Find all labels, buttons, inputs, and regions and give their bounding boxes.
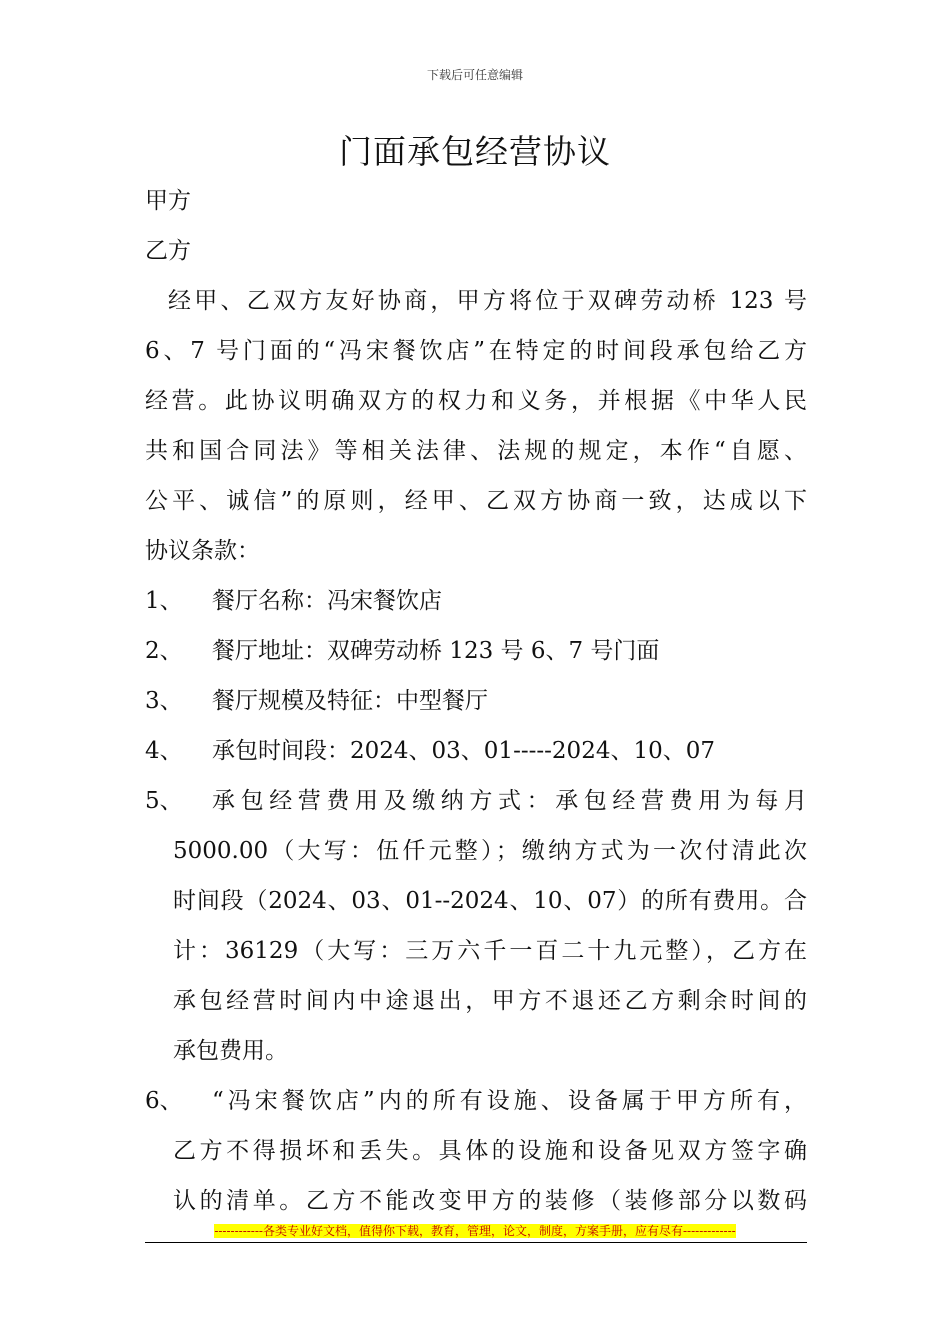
- intro-line: 6、7 号门面的“冯宋餐饮店”在特定的时间段承包给乙方: [145, 338, 807, 364]
- clause-text: 承包经营时间内中途退出，甲方不退还乙方剩余时间的: [173, 988, 807, 1014]
- intro-line: 经营。此协议明确双方的权力和义务，并根据《中华人民: [145, 388, 807, 414]
- clause-item: [145, 776, 807, 1076]
- clause-list: [145, 576, 807, 1226]
- intro-line: 协议条款：: [145, 538, 260, 564]
- clause-text: 餐厅规模及特征：中型餐厅: [212, 688, 488, 714]
- page-footer-note: [0, 1222, 950, 1239]
- page-header-note: 下载后可任意编辑: [426, 68, 523, 82]
- party-a-label: 甲方: [145, 188, 191, 214]
- clause-number: 5、: [145, 788, 183, 814]
- clause-text: 餐厅名称：冯宋餐饮店: [212, 588, 442, 614]
- clause-text: 计：36129（大写：三万六千一百二十九元整），乙方在: [173, 938, 807, 964]
- document-body: [145, 176, 807, 1226]
- clause-item: [145, 626, 807, 676]
- clause-text: 乙方不得损坏和丢失。具体的设施和设备见双方签字确: [173, 1138, 807, 1164]
- intro-line: 公平、诚信”的原则，经甲、乙双方协商一致，达成以下: [145, 488, 807, 514]
- clause-number: 4、: [145, 738, 183, 764]
- intro-paragraph: [145, 276, 807, 576]
- clause-number: 3、: [145, 688, 183, 714]
- intro-line: 经甲、乙双方友好协商，甲方将位于双碑劳动桥 123 号: [168, 288, 807, 314]
- clause-text: 承包时间段：2024、03、01-----2024、10、07: [212, 738, 715, 764]
- clause-item: [145, 576, 807, 626]
- clause-text: “冯宋餐饮店”内的所有设施、设备属于甲方所有，: [212, 1088, 807, 1114]
- clause-text: 认的清单。乙方不能改变甲方的装修（装修部分以数码: [173, 1188, 807, 1214]
- clause-text: 5000.00（大写：伍仟元整）；缴纳方式为一次付清此次: [173, 838, 807, 864]
- document-title: 门面承包经营协议: [339, 132, 611, 171]
- clause-text: 餐厅地址：双碑劳动桥 123 号 6、7 号门面: [212, 638, 660, 664]
- clause-item: [145, 676, 807, 726]
- clause-number: 6、: [145, 1088, 183, 1114]
- clause-item: [145, 726, 807, 776]
- party-b-label: 乙方: [145, 238, 191, 264]
- clause-item: [145, 1076, 807, 1226]
- clause-text: 时间段（2024、03、01--2024、10、07）的所有费用。合: [173, 888, 807, 914]
- clause-text: 承包费用。: [173, 1038, 288, 1064]
- clause-number: 1、: [145, 588, 183, 614]
- footer-divider: [145, 1242, 807, 1243]
- clause-text: 承包经营费用及缴纳方式：承包经营费用为每月: [212, 788, 807, 814]
- footer-note-text: ------------各类专业好文档，值得你下载，教育，管理，论文，制度，方案手册，应有尽有-------------: [214, 1224, 736, 1238]
- clause-number: 2、: [145, 638, 183, 664]
- intro-line: 共和国合同法》等相关法律、法规的规定，本作“自愿、: [145, 438, 807, 464]
